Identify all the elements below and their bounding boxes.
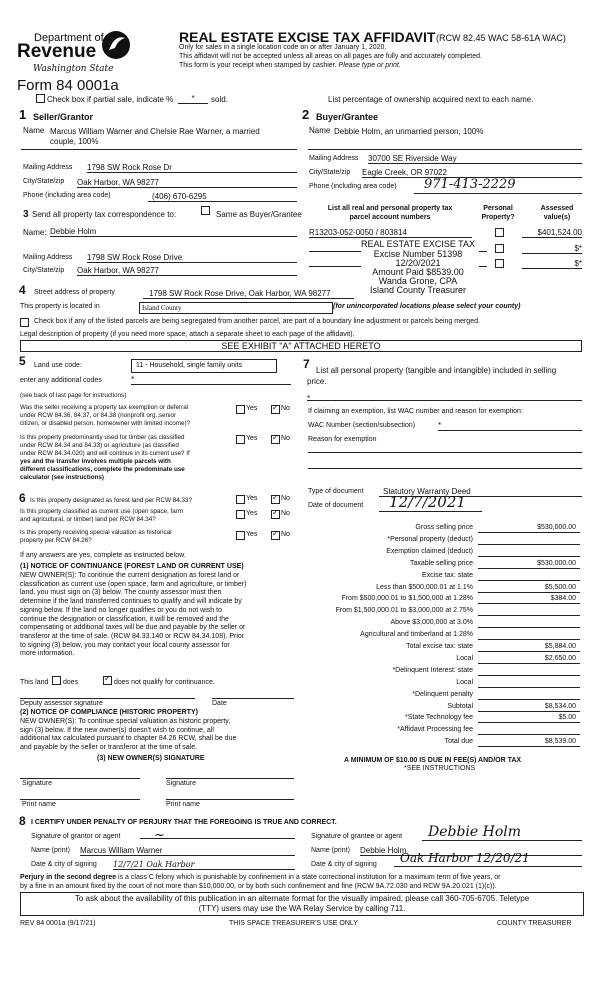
s6-q2-yes-checkbox[interactable] xyxy=(236,510,245,519)
s6-q2-line2: and agricultural, or timber) land per RCW 84.34? xyxy=(20,516,156,523)
owner-print-label-2: Print name xyxy=(166,801,200,808)
does-label: does xyxy=(63,679,79,686)
tax-row-label: *Personal property (deduct) xyxy=(387,535,473,543)
does-qualify-checkbox[interactable] xyxy=(52,676,61,685)
segregated-checkbox[interactable] xyxy=(20,318,29,327)
tax-row-label: *Delinquent Interest: state xyxy=(392,666,473,674)
partial-sale-label: Check box if partial sale, indicate % xyxy=(47,95,174,104)
divider xyxy=(308,149,582,150)
tax-row-label: Agricultural and timberland at 1.28% xyxy=(360,631,473,639)
additional-codes-label: enter any additional codes xyxy=(20,377,102,384)
tax-row-label: Exemption claimed (deduct) xyxy=(386,547,473,555)
header-line1: Only for sales in a single location code on or after January 1, 2020. xyxy=(179,44,387,51)
section-number: 5 xyxy=(19,354,26,368)
notice1-title: (1) NOTICE OF CONTINUANCE (FOREST LAND OR CURRENT USE) xyxy=(20,563,244,570)
q1-line2: under RCW 84.36, 84.37, or 84.38 (nonprofit org.,senior xyxy=(20,412,177,419)
legal-label: Legal description of property (if you need more space, attach a separate sheet to each page of the affidavit). xyxy=(20,331,355,338)
treasurer-use-label: THIS SPACE TREASURER'S USE ONLY xyxy=(229,920,358,927)
q2-yes-checkbox[interactable] xyxy=(236,435,245,444)
tax-row-label: Subtotal xyxy=(447,702,473,710)
notice2-body xyxy=(20,718,236,753)
send-csz-field[interactable]: Oak Harbor, WA 98277 xyxy=(77,266,297,276)
assessed-value-1[interactable]: $401,524.00 xyxy=(522,228,582,238)
doc-type-field[interactable]: Statutory Warranty Deed xyxy=(379,487,582,497)
s6-q2-no-checkbox[interactable] xyxy=(271,510,280,519)
buyer-title: Buyer/Grantee xyxy=(316,112,379,122)
reason-label: Reason for exemption xyxy=(308,436,377,443)
additional-codes-field[interactable]: * xyxy=(131,375,291,385)
percentage-note: List percentage of ownership acquired next to each name. xyxy=(328,95,534,104)
notice-line: transferor at the time of sale. (RCW 84.33.140 or RCW 84.34.108). Prior xyxy=(20,632,245,640)
section-number: 2 xyxy=(302,107,310,122)
assessed-value-2[interactable]: $* xyxy=(522,244,582,254)
no-label: No xyxy=(281,510,290,517)
seller-name-line2[interactable]: couple, 100% xyxy=(50,137,99,146)
tax-row-label: Above $3,000,000 at 3.0% xyxy=(390,619,473,627)
q2-no-checkbox[interactable] xyxy=(271,435,280,444)
location-label: This property is located in xyxy=(20,303,100,310)
s6-q3-line1: Is this property receiving special valuation as historical xyxy=(20,529,172,536)
tax-row-value[interactable]: $2,650.00 xyxy=(478,655,580,664)
tax-row-label: *Affidavit Processing fee xyxy=(397,726,473,734)
seller-name-label: Name xyxy=(23,126,45,135)
yes-label: Yes xyxy=(246,435,258,442)
tax-row-label: Total excise tax: state xyxy=(406,643,473,650)
landuse-select[interactable]: 11 - Household, single family units xyxy=(131,359,277,373)
tax-row-label: From $500,000.01 to $1,500,000 at 1.28% xyxy=(341,595,473,603)
notice-line: to signing (3) below, you may contact your local county assessor for xyxy=(20,641,230,649)
grantor-date-field[interactable]: 12/7/21 Oak Harbor xyxy=(113,860,295,870)
seller-title: Seller/Grantor xyxy=(33,112,94,122)
tax-row-value[interactable]: $8,534.00 xyxy=(478,703,580,712)
tax-row-label: Total due xyxy=(444,738,473,746)
tax-row-value[interactable] xyxy=(478,679,580,688)
tax-row-value[interactable]: $5,500.00 xyxy=(478,584,580,593)
owner-signature-label: Signature xyxy=(22,780,52,787)
divider xyxy=(309,266,361,267)
seller-csz-label: City/State/zip xyxy=(23,178,65,185)
form-title-ref: (RCW 82.45 WAC 58-61A WAC) xyxy=(436,33,566,43)
partial-sale-checkbox[interactable] xyxy=(36,94,45,103)
parcel-header-2: parcel account numbers xyxy=(349,214,431,221)
personal-prop-line2: price. xyxy=(307,377,327,386)
divider xyxy=(166,799,294,800)
section-number: 6 xyxy=(19,491,26,505)
divider xyxy=(166,778,294,779)
county-treasurer-label: COUNTY TREASURER xyxy=(497,920,572,927)
tax-row-label: Local xyxy=(456,678,473,686)
tax-row-value[interactable] xyxy=(478,631,580,640)
tax-row-label: From $1,500,000.01 to $3,000,000 at 2.75% xyxy=(335,607,473,615)
revenue-logo-text: Revenue xyxy=(17,41,97,62)
dor-logo-icon xyxy=(101,28,131,62)
section-number: 7 xyxy=(303,357,310,371)
form-number: Form 84 0001a xyxy=(17,77,119,94)
divider xyxy=(307,400,582,401)
personal-checkbox-2[interactable] xyxy=(495,244,504,253)
notice-line: compensating or additional taxes will be due and payable by the seller or xyxy=(20,624,246,632)
tax-row-value[interactable] xyxy=(478,572,580,581)
revision-label: REV 84 0001a (9/17/21) xyxy=(20,920,96,927)
q2-line5: different classifications, complete the predominate use xyxy=(20,466,185,473)
notice-line: determine if the land transferred continues to qualify and will indicate by xyxy=(20,598,242,606)
notice-line: more information. xyxy=(20,650,75,658)
tax-row-value[interactable]: $5.00 xyxy=(478,714,580,723)
tax-row-value[interactable] xyxy=(478,726,580,735)
grantee-date-field[interactable]: Oak Harbor 12/20/21 xyxy=(394,852,582,867)
tax-row-label: Gross selling price xyxy=(415,524,473,531)
no-label: No xyxy=(281,531,290,538)
this-land-label: This land xyxy=(20,679,49,686)
divider xyxy=(479,251,487,252)
buyer-mail-field[interactable]: 30700 SE Riverside Way xyxy=(368,154,582,164)
seller-name-line1[interactable]: Marcus William Warner and Chelsie Rae Warner, a married xyxy=(50,127,260,136)
yes-label: Yes xyxy=(246,510,258,517)
tax-row-value[interactable]: $5,884.00 xyxy=(478,643,580,652)
segregated-label: Check box if any of the listed parcels are being segregated from another parcel, are part of a boundary line adjustment or parcels being merged. xyxy=(34,318,480,325)
not-qualify-checkbox[interactable] xyxy=(103,676,112,685)
tax-row-value[interactable]: $8,539.00 xyxy=(478,738,580,747)
q2-line3: under RCW 84.34.020) and will continue in its current use? If xyxy=(20,450,190,457)
street-field[interactable]: 1798 SW Rock Rose Drive, Oak Harbor, WA 98277 xyxy=(143,289,354,299)
send-mail-label: Mailing Address xyxy=(23,254,73,261)
deputy-label: Deputy assessor signature xyxy=(20,700,103,707)
grantor-sig-label: Signature of grantor or agent xyxy=(31,833,121,840)
q2-line2: under RCW 84.34 and 84.33) or agriculture (as classified xyxy=(20,442,179,449)
doc-type-label: Type of document xyxy=(308,488,364,495)
partial-sale-suffix: sold. xyxy=(211,95,228,104)
grantee-date-label: Date & city of signing xyxy=(311,861,377,868)
see-instructions: (see back of last page for instructions) xyxy=(20,392,127,399)
grantee-signature-field[interactable]: Debbie Holm xyxy=(422,824,582,841)
owner-signature-label-2: Signature xyxy=(166,780,196,787)
tax-row-value[interactable] xyxy=(478,536,580,545)
no-label: No xyxy=(281,435,290,442)
tax-row-label: Taxable selling price xyxy=(409,559,473,567)
send-name-field[interactable]: Debbie Holm xyxy=(50,227,297,237)
grantor-print-label: Name (print) xyxy=(31,847,70,854)
grantor-signature-field[interactable] xyxy=(140,826,295,843)
county-note: (for unincorporated locations please select your county) xyxy=(333,303,521,310)
owner-print-label: Print name xyxy=(22,801,56,808)
s6-q3-yes-checkbox[interactable] xyxy=(236,531,245,540)
send-mail-field[interactable]: 1798 SW Rock Rose Drive xyxy=(87,253,297,263)
wac-field[interactable]: * xyxy=(438,421,582,431)
divider xyxy=(479,266,487,267)
buyer-csz-label: City/State/zip xyxy=(309,169,351,176)
seller-csz-field[interactable]: Oak Harbor, WA 98277 xyxy=(77,178,297,188)
seller-mail-label: Mailing Address xyxy=(23,164,73,171)
personal-header-2: Property? xyxy=(481,214,515,221)
tax-row-value[interactable] xyxy=(478,619,580,628)
header-line3: This form is your receipt when stamped by cashier. Please type or print. xyxy=(179,62,401,69)
notice-line: NEW OWNER(S): To continue the current designation as forest land or xyxy=(20,572,240,579)
wac-label: WAC Number (section/subsection) xyxy=(308,422,416,429)
perjury-line1: Perjury in the second degree is a class C felony which is punishable by confinement in a state correctional institution for a maximum term of five years, or xyxy=(20,874,501,881)
parcel-header-1: List all real and personal property tax xyxy=(327,205,453,212)
partial-sale-input[interactable]: * xyxy=(178,94,208,104)
minimum-note: A MINIMUM OF $10.00 IS DUE IN FEE(S) AND/OR TAX xyxy=(344,757,522,764)
notice-line: NEW OWNER(S): To continue special valuation as historic property, xyxy=(20,718,231,725)
divider xyxy=(309,251,361,252)
stamp-line4: Amount Paid $8539.00 xyxy=(372,267,464,277)
notice-line: and payable by the seller or transferor at the time of sale. xyxy=(20,744,198,752)
notice-line: sign (3) below. If the new owner(s) doesn't wish to continue, all xyxy=(20,726,214,734)
s6-q3-no-checkbox[interactable] xyxy=(271,531,280,540)
dept-label: Department of xyxy=(34,32,104,44)
same-as-buyer-label: Same as Buyer/Grantee xyxy=(216,210,302,219)
perjury-line2: by a fine in an amount fixed by the court of not more than $10,000.00, or by both such confinement and fine (RCW 9A.72.030 and RCW 9A.20.021 (1)(c)). xyxy=(20,883,497,890)
notice2-title: (2) NOTICE OF COMPLIANCE (HISTORIC PROPERTY) xyxy=(20,709,198,716)
certify-label: I CERTIFY UNDER PENALTY OF PERJURY THAT THE FOREGOING IS TRUE AND CORRECT. xyxy=(31,819,337,826)
seller-phone-field[interactable]: (406) 670-6295 xyxy=(148,192,297,202)
q2-line4: yes and the transfer involves multiple parcels with xyxy=(20,458,171,465)
doc-date-field[interactable]: 12/7/2021 xyxy=(379,494,482,512)
same-as-buyer-checkbox[interactable] xyxy=(201,206,210,215)
stamp-line5: Wanda Grone, CPA xyxy=(378,276,458,286)
seller-phone-label: Phone (including area code) xyxy=(23,192,111,199)
tax-row-value[interactable] xyxy=(478,691,580,700)
personal-checkbox-3[interactable] xyxy=(495,259,504,268)
grantee-print-field[interactable]: Debbie Holm xyxy=(360,846,582,856)
send-csz-label: City/State/zip xyxy=(23,267,65,274)
see-instructions-note: *SEE INSTRUCTIONS xyxy=(404,765,476,772)
header-line2: This affidavit will not be accepted unless all areas on all pages are fully and accurately completed. xyxy=(179,53,482,60)
yes-label: Yes xyxy=(246,495,258,502)
stamp-line1: REAL ESTATE EXCISE TAX xyxy=(360,239,476,249)
personal-checkbox-1[interactable] xyxy=(495,228,504,237)
tax-row-value[interactable] xyxy=(478,667,580,676)
grantee-print-label: Name (print) xyxy=(311,847,350,854)
grantor-signature-mark: ~ xyxy=(154,828,165,843)
buyer-phone-field[interactable]: 971-413-2229 xyxy=(414,178,582,194)
street-label: Street address of property xyxy=(34,289,115,296)
send-name-label: Name: xyxy=(23,228,47,237)
yes-label: Yes xyxy=(246,405,258,412)
assessed-header-1: Assessed xyxy=(540,205,574,212)
s6-q3-line2: property per RCW 84.26? xyxy=(20,537,92,544)
personal-header-1: Personal xyxy=(483,205,513,212)
accessibility-line1: To ask about the availability of this publication in an alternate format for the visually impaired, please call 360-705-6705. Teletype xyxy=(74,894,530,903)
yes-label: Yes xyxy=(246,531,258,538)
divider xyxy=(21,149,297,150)
notice3-title: (3) NEW OWNER(S) SIGNATURE xyxy=(97,755,205,762)
parcel-number-1[interactable]: R13203-052-0050 / 803814 xyxy=(309,228,472,238)
s6-q1-yes-checkbox[interactable] xyxy=(236,495,245,504)
tax-row-value[interactable] xyxy=(478,607,580,616)
assessed-value-3[interactable]: $* xyxy=(522,259,582,269)
tax-row-label: Local xyxy=(456,654,473,662)
q2-line1: Is this property predominantly used for timber (as classified xyxy=(20,434,185,441)
q1-yes-checkbox[interactable] xyxy=(236,405,245,414)
buyer-csz-field[interactable]: Eagle Creek, OR 97022 xyxy=(362,168,582,178)
exemption-claim-label: If claiming an exemption, list WAC number and reason for exemption: xyxy=(308,408,523,415)
notice-line: signing below. If the land no longer qualifies or you do not wish to xyxy=(20,606,222,614)
personal-prop-field[interactable]: * xyxy=(307,394,311,403)
grantee-sig-label: Signature of grantee or agent xyxy=(311,833,403,840)
divider xyxy=(20,799,140,800)
tax-row-label: Excise tax: state xyxy=(422,571,473,579)
tax-row-value[interactable]: $530,000.00 xyxy=(478,524,580,533)
tax-row-value[interactable] xyxy=(478,548,580,557)
not-qualify-label: does not qualify for continuance. xyxy=(114,679,215,686)
state-label: Washington State xyxy=(33,64,114,74)
tax-row-label: *State Technology fee xyxy=(405,714,473,722)
notice-line: land, you must sign on (3) below. The county assessor must then xyxy=(20,589,222,597)
q2-line6: calculator (see instructions) xyxy=(20,474,104,481)
section-number: 3 xyxy=(23,209,29,220)
divider xyxy=(308,452,582,453)
q1-line1: Was the seller receiving a property tax exemption or deferral xyxy=(20,404,189,411)
tax-row-label: Less than $500,000.01 at 1.1% xyxy=(376,583,473,591)
buyer-mail-label: Mailing Address xyxy=(309,155,359,162)
section-number: 8 xyxy=(19,814,26,828)
personal-prop-line1: List all personal property (tangible and intangible) included in selling xyxy=(316,366,557,375)
landuse-label: Land use code: xyxy=(34,362,82,369)
buyer-name-label: Name xyxy=(309,126,331,135)
q1-line3: citizen, or disabled person, homeowner with limited income)? xyxy=(20,420,191,427)
q1-no-checkbox[interactable] xyxy=(271,405,280,414)
tax-row-value[interactable]: $384.00 xyxy=(478,595,580,604)
tax-row-label: *Delinquent penalty xyxy=(412,690,473,698)
doc-date-label: Date of document xyxy=(308,502,364,509)
s6-q2-line1: Is this property classified as current use (open space, farm xyxy=(20,508,184,515)
notice1-body xyxy=(20,572,246,659)
assessed-header-2: value(s) xyxy=(543,214,571,221)
no-label: No xyxy=(281,495,290,502)
notice-line: classification as current use (open space, farm and agriculture, or timber) xyxy=(20,580,247,588)
stamp-line6: Island County Treasurer xyxy=(369,285,467,295)
form-title: REAL ESTATE EXCISE TAX AFFIDAVIT xyxy=(179,29,436,45)
s6-q1: Is this property designated as forest land per RCW 84.33? xyxy=(30,497,193,504)
any-yes-note: If any answers are yes, complete as instructed below. xyxy=(20,552,186,559)
section-number: 4 xyxy=(19,283,26,297)
buyer-phone-label: Phone (including area code) xyxy=(309,183,397,190)
divider xyxy=(20,778,140,779)
stamp-line3: 12/20/2021 xyxy=(395,258,441,268)
no-label: No xyxy=(281,405,290,412)
accessibility-line2: (TTY) users may use the WA Relay Service by calling 711. xyxy=(198,904,406,913)
divider xyxy=(20,698,195,699)
section-number: 1 xyxy=(19,107,27,122)
notice-line: continue the designation or classification, it will be removed and the xyxy=(20,615,229,623)
divider xyxy=(212,698,294,699)
stamp-line2: Excise Number 51398 xyxy=(373,249,463,259)
county-select[interactable]: Island County xyxy=(139,302,333,314)
send-label: Send all property tax correspondence to: xyxy=(32,210,177,219)
tax-row-value[interactable]: $530,000.00 xyxy=(478,560,580,569)
s6-q1-no-checkbox[interactable] xyxy=(271,495,280,504)
grantor-print-field[interactable]: Marcus William Warner xyxy=(80,846,295,856)
legal-description-field[interactable]: SEE EXHIBIT "A" ATTACHED HERETO xyxy=(20,340,582,352)
deputy-date-label: Date xyxy=(212,700,227,707)
grantor-date-label: Date & city of signing xyxy=(31,861,97,868)
notice-line: additional tax calculated pursuant to chapter 84.26 RCW, shall be due xyxy=(20,735,237,743)
buyer-name-field[interactable]: Debbie Holm, an unmarried person, 100% xyxy=(334,127,484,136)
divider xyxy=(308,468,582,469)
seller-mail-field[interactable]: 1798 SW Rock Rose Dr xyxy=(87,163,297,173)
